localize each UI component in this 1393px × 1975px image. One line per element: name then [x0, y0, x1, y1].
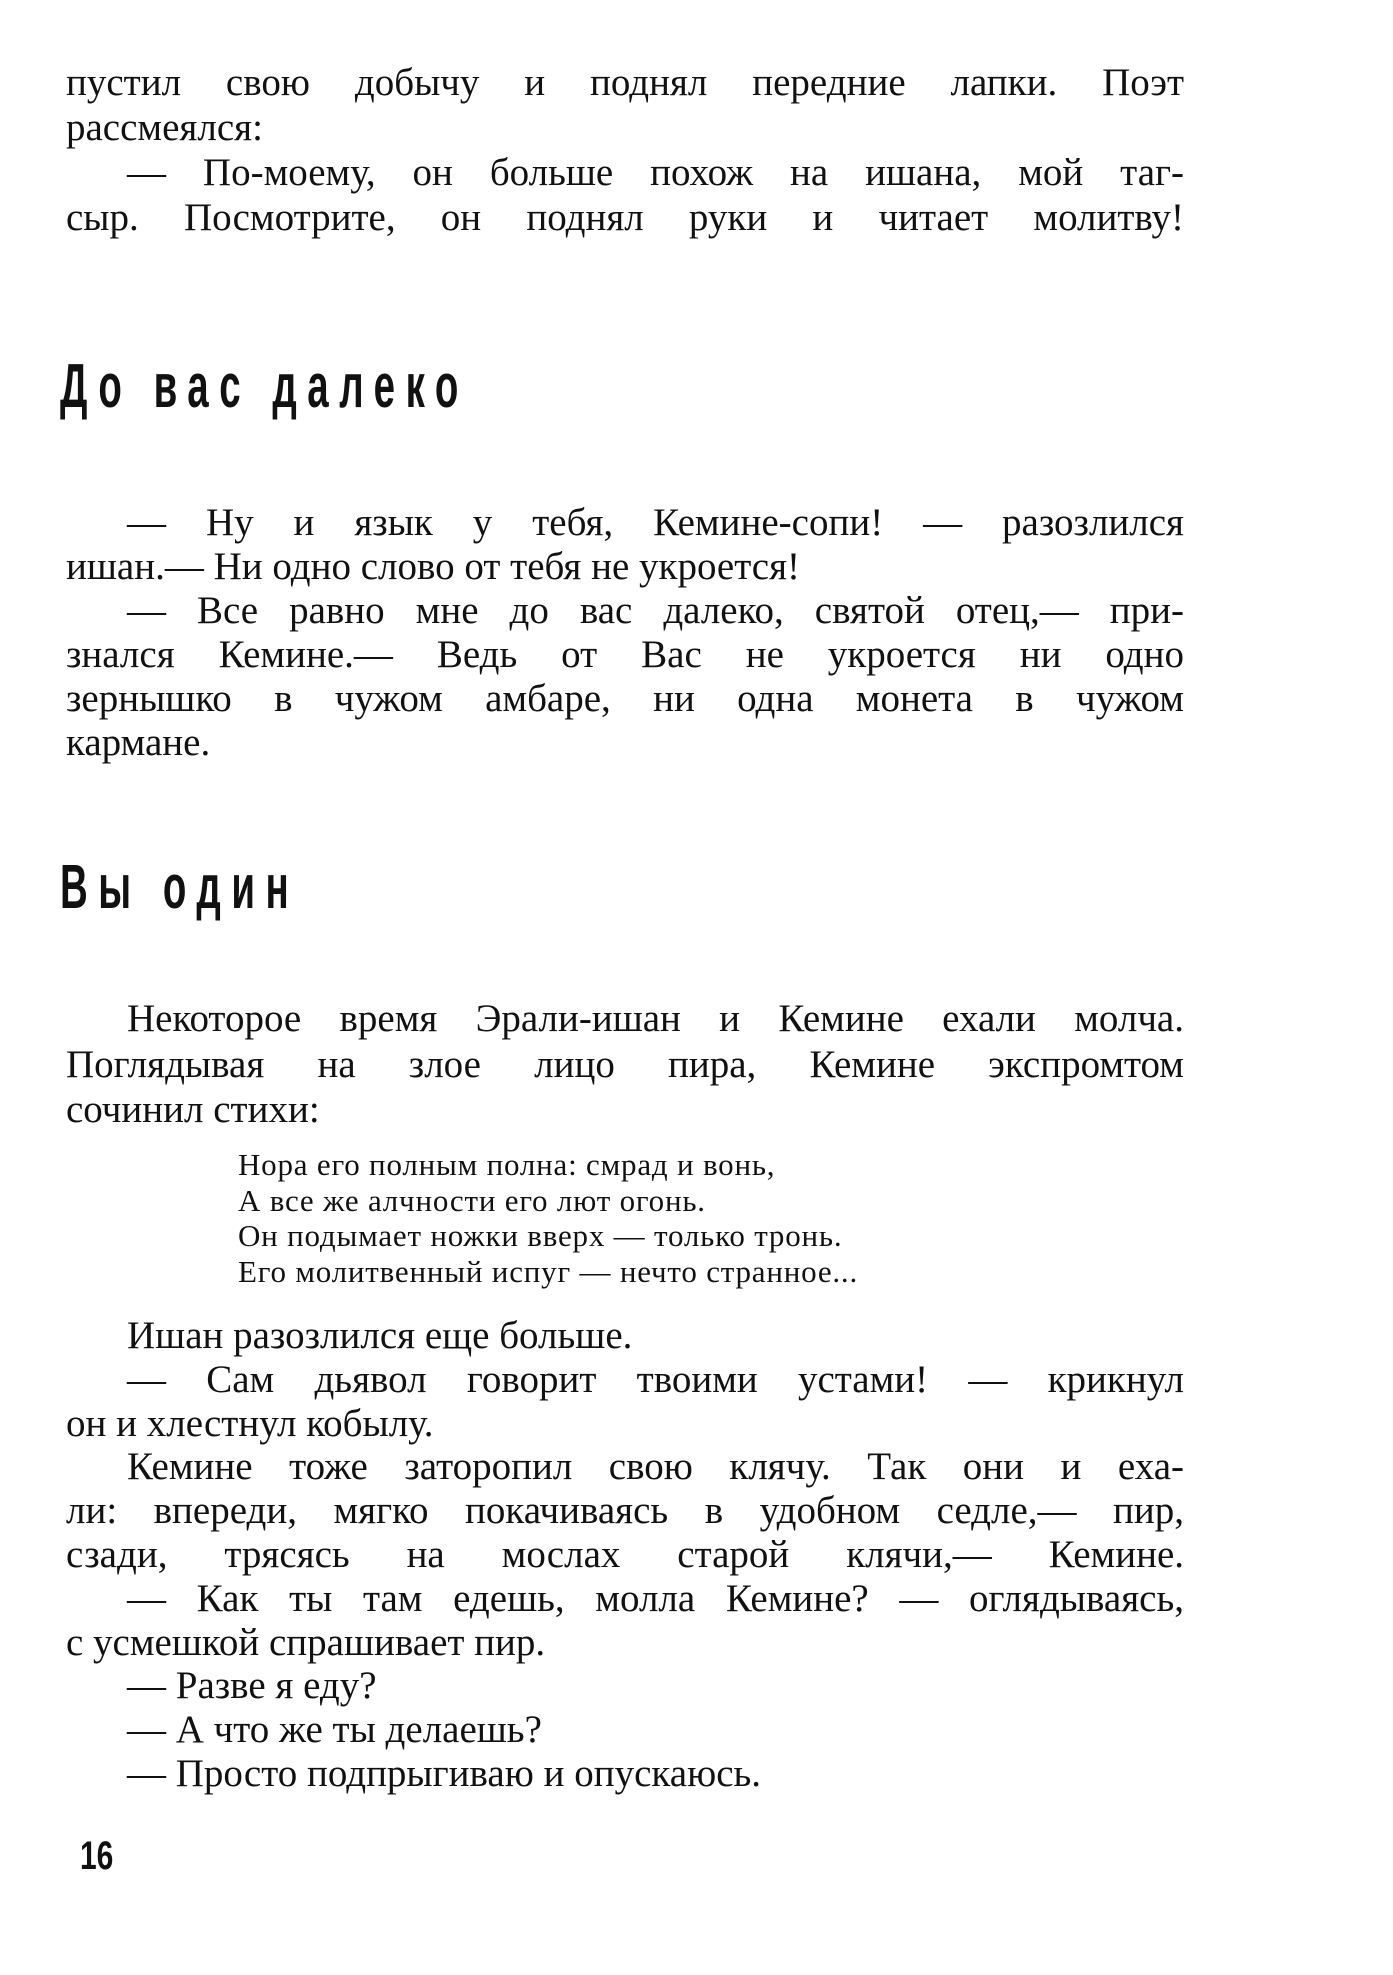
text-line: — Просто подпрыгиваю и опускаюсь. — [127, 1751, 762, 1795]
text-line: ли: впереди, мягко покачиваясь в удобном седле,— пир, — [66, 1489, 1184, 1533]
poem-verse — [238, 1147, 858, 1290]
text-line: Ишан разозлился еще больше. — [127, 1314, 633, 1357]
verse-line: Его молитвенный испуг — нечто странное... — [238, 1254, 859, 1290]
paragraph-block-intro — [66, 60, 1184, 240]
text-line: знался Кемине.— Ведь от Вас не укроется ни одно — [66, 633, 1184, 676]
text-line: зернышко в чужом амбаре, ни одна монета в чужом — [66, 677, 1184, 720]
text-line: кармане. — [66, 721, 211, 764]
text-line: Некоторое время Эрали-ишан и Кемине ехали молча. — [127, 997, 1184, 1040]
text-line: сыр. Посмотрите, он поднял руки и читает молитву! — [66, 196, 1184, 239]
text-line: — Как ты там едешь, молла Кемине? — оглядываясь, — [127, 1576, 1184, 1620]
text-line: — Разве я еду? — [127, 1664, 377, 1708]
text-line: пустил свою добычу и поднял передние лапки. Поэт — [66, 61, 1184, 104]
verse-line: Нора его полным полна: смрад и вонь, — [238, 1147, 776, 1182]
text-line: он и хлестнул кобылу. — [66, 1401, 434, 1445]
text-line: Кемине тоже заторопил свою клячу. Так они и еха- — [127, 1445, 1184, 1489]
text-line: сзади, трясясь на мослах старой клячи,— Кемине. — [66, 1532, 1184, 1576]
section-heading: До вас далеко — [60, 352, 469, 421]
text-line: — Ну и язык у тебя, Кемине-сопи! — разозлился — [127, 501, 1184, 544]
page-number: 16 — [80, 1834, 114, 1878]
paragraph-block-vy-odin — [66, 996, 1184, 1133]
text-line: — А что же ты делаешь? — [127, 1708, 542, 1752]
text-line: ишан.— Ни одно слово от тебя не укроется! — [66, 545, 800, 588]
text-line: сочинил стихи: — [66, 1088, 320, 1131]
text-line: рассмеялся: — [66, 106, 263, 149]
paragraph-block-dialogue — [66, 1314, 1184, 1796]
paragraph-block-do-vas-daleko — [66, 501, 1184, 765]
text-line: Поглядывая на злое лицо пира, Кемине экспромтом — [66, 1042, 1184, 1086]
text-line: с усмешкой спрашивает пир. — [66, 1620, 546, 1664]
text-line: — Все равно мне до вас далеко, святой отец,— при- — [127, 589, 1184, 632]
text-line: — По-моему, он больше похож на ишана, мой таг- — [127, 151, 1184, 194]
verse-line: А все же алчности его лют огонь. — [238, 1182, 706, 1218]
section-heading: Вы один — [60, 853, 300, 922]
text-line: — Сам дьявол говорит твоими устами! — крикнул — [127, 1357, 1184, 1401]
verse-line: Он подымает ножки вверх — только тронь. — [238, 1218, 843, 1254]
